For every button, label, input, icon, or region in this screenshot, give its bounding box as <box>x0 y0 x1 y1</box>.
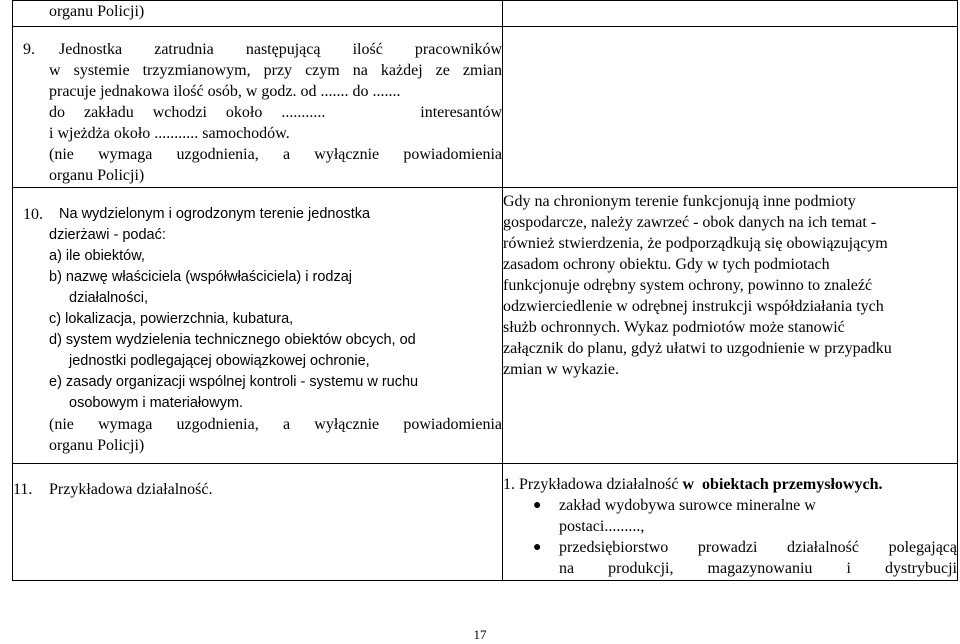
cell-item-10-right <box>503 188 958 464</box>
cell-continuation-left <box>13 1 503 27</box>
table-row-item-10 <box>13 188 958 464</box>
item-9-line: i wjeżdża około ........... samochodów. <box>49 125 290 142</box>
item-10-note-line: odzwierciedlenie w odrębnej instrukcji współdziałania tych <box>503 298 884 315</box>
item-9-line: (nie wymaga uzgodnienia, a wyłącznie powiadomienia <box>49 146 502 163</box>
bullet-line: zakład wydobywa surowce mineralne w <box>559 497 816 514</box>
cell-item-11-right <box>503 464 958 581</box>
continuation-text: organu Policji) <box>49 3 145 20</box>
cell-continuation-right <box>503 1 958 27</box>
item-10-line: b) nazwę właściciela (współwłaściciela) i rodzaj <box>49 269 352 285</box>
page-number: 17 <box>473 627 487 642</box>
example-heading <box>503 474 957 495</box>
item-10-number: 10. <box>23 206 43 223</box>
item-10-continued <box>13 225 502 456</box>
item-10-line: osobowym i materiałowym. <box>69 395 244 411</box>
cell-item-9-right <box>503 27 958 188</box>
example-heading-bold: w obiektach przemysłowych. <box>682 476 883 493</box>
item-10-note-line: Gdy na chronionym terenie funkcjonują inne podmioty <box>503 193 856 210</box>
item-10-note-line: również stwierdzenia, że podporządkują się obowiązującym <box>503 235 888 252</box>
item-10 <box>13 204 502 225</box>
item-10-line: (nie wymaga uzgodnienia, a wyłącznie powiadomienia <box>49 416 502 433</box>
item-9-line: Jednostka zatrudnia następującą ilość pracowników <box>59 41 502 58</box>
item-10-note-line: zasadom ochrony obiektu. Gdy w tych podmiotach <box>503 256 830 273</box>
item-10-line: jednostki podlegającej obowiązkowej ochronie, <box>69 353 370 369</box>
item-9 <box>13 39 502 60</box>
item-10-line: działalności, <box>69 290 148 306</box>
example-heading-plain: Przykładowa działalność <box>519 476 679 493</box>
item-9-body <box>59 39 502 60</box>
item-10-line: a) ile obiektów, <box>49 248 145 264</box>
bullet-icon: ● <box>533 498 542 513</box>
table-row-item-9 <box>13 27 958 188</box>
cell-item-10-left <box>13 188 503 464</box>
item-10-line: c) lokalizacja, powierzchnia, kubatura, <box>49 311 294 327</box>
item-9-line: w systemie trzyzmianowym, przy czym na każdej ze zmian <box>49 62 502 79</box>
item-10-note-line: gospodarcze, należy zawrzeć - obok danych na ich temat - <box>503 214 877 231</box>
item-9-number: 9. <box>23 41 35 58</box>
bullet-line: na produkcji, magazynowaniu i dystrybucji <box>559 560 957 577</box>
bullet-icon: ● <box>533 540 542 555</box>
item-9-line: organu Policji) <box>49 167 145 184</box>
item-11-text: Przykładowa działalność. <box>49 481 213 498</box>
item-11 <box>13 479 502 500</box>
item-9-line: do zakładu wchodzi około ........... interesantów <box>49 104 502 121</box>
item-9-line: pracuje jednakowa ilość osób, w godz. od ....... do ....... <box>49 83 401 100</box>
bullet-body <box>559 495 957 537</box>
cell-item-9-left <box>13 27 503 188</box>
item-10-line: e) zasady organizacji wspólnej kontroli - systemu w ruchu <box>49 374 419 390</box>
item-10-note-line: funkcjonuje odrębny system ochrony, powinno to znaleźć <box>503 277 873 294</box>
item-9-continued <box>13 60 502 186</box>
bullet-item <box>503 537 957 579</box>
item-10-line: dzierżawi - podać: <box>49 227 166 243</box>
cell-item-11-left <box>13 464 503 581</box>
bullet-item <box>503 495 957 537</box>
item-10-body <box>59 204 502 225</box>
item-10-note-line: zmian w wykazie. <box>503 361 619 378</box>
item-10-note-line: załącznik do planu, gdyż ułatwi to uzgodnienie w przypadku <box>503 340 892 357</box>
item-11-number: 11. <box>13 481 33 498</box>
item-10-line: Na wydzielonym i ogrodzonym terenie jednostka <box>59 206 371 222</box>
example-heading-number: 1. <box>503 476 515 493</box>
bullet-line: przedsiębiorstwo prowadzi działalność polegającą <box>559 539 957 556</box>
table-row-continuation <box>13 1 958 27</box>
table-row-item-11 <box>13 464 958 581</box>
bullet-line: postaci........., <box>559 518 645 535</box>
item-10-line: organu Policji) <box>49 437 145 454</box>
bullet-body <box>559 537 957 579</box>
item-10-note-line: służb ochronnych. Wykaz podmiotów może stanowić <box>503 319 845 336</box>
document-table <box>12 0 958 581</box>
item-10-line: d) system wydzielenia technicznego obiektów obcych, od <box>49 332 416 348</box>
